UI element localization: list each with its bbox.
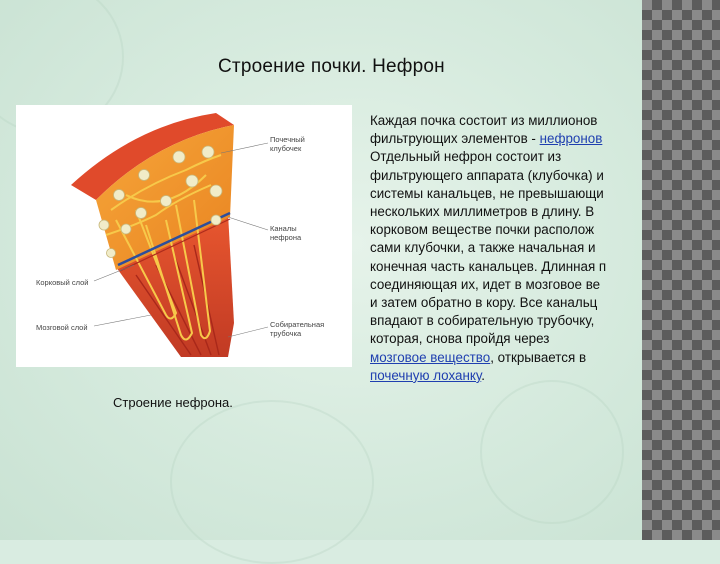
text-line: которая, снова пройдя через	[370, 331, 550, 347]
text-line: Отдельный нефрон состоит из	[370, 149, 562, 165]
slide-title: Строение почки. Нефрон	[218, 56, 445, 77]
text-line: системы канальцев, не превышающи	[370, 185, 604, 201]
label-collecting-2: трубочка	[270, 329, 302, 338]
label-cortex: Корковый слой	[36, 278, 89, 287]
kidney-section-illustration	[16, 105, 352, 367]
nephrons-link[interactable]: нефронов	[539, 131, 603, 147]
renal-pelvis-link[interactable]: почечную лоханку	[370, 367, 482, 383]
label-tubules-1: Каналы	[270, 224, 297, 233]
text-line: фильтрующего аппарата (клубочка) и	[370, 167, 604, 183]
text-line: сами клубочки, а также начальная и	[370, 240, 596, 256]
text-line: корковом веществе почки располож	[370, 222, 595, 238]
label-tubules-2: нефрона	[270, 233, 302, 242]
nephron-figure	[16, 105, 352, 367]
text-line	[370, 367, 670, 385]
text-line: и затем обратно в кору. Все канальц	[370, 295, 598, 311]
text-fragment: фильтрующих элементов -	[370, 131, 540, 147]
text-line	[370, 349, 670, 367]
text-line: Каждая почка состоит из миллионов	[370, 113, 598, 128]
background-decoration	[170, 400, 374, 564]
background-decoration	[480, 380, 624, 524]
text-fragment: .	[481, 367, 485, 383]
figure-caption: Строение нефрона.	[113, 395, 233, 410]
label-collecting-1: Собирательная	[270, 320, 325, 329]
text-line: впадают в собирательную трубочку,	[370, 313, 595, 329]
text-line: соединяющая их, идет в мозговое ве	[370, 276, 601, 292]
text-line	[370, 130, 670, 148]
label-medulla: Мозговой слой	[36, 323, 88, 332]
label-glomerulus-2: клубочек	[270, 144, 302, 153]
body-paragraph	[370, 112, 670, 385]
label-glomerulus-1: Почечный	[270, 135, 305, 144]
text-line: конечная часть канальцев. Длинная п	[370, 258, 607, 274]
text-line: нескольких миллиметров в длину. В	[370, 204, 595, 220]
medulla-link[interactable]: мозговое вещество	[370, 349, 491, 365]
text-fragment: , открывается в	[490, 349, 587, 365]
